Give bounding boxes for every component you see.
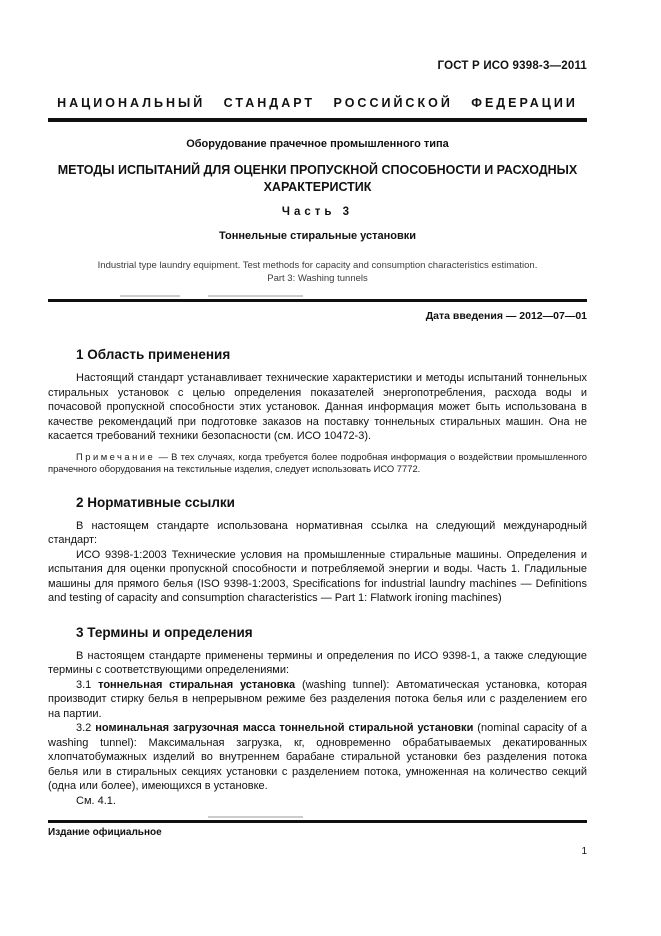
term-number: 3.1 xyxy=(76,678,92,691)
term-text: (nominal capacity of a washing tunnel): Максимальная загрузка, кг, одновременно обрабатываемых декатированных хлопчатобумажных изделий во внутреннем барабане стиральной установки без разделения потока белья или в стиральных секциях установки с разделением потока, умноженная на количество секций (одна или более), имеющихся в установке. xyxy=(48,722,588,793)
section-2-paragraph-2: ИСО 9398-1:2003 Технические условия на промышленные стиральные машины. Определения и испытания для оценки пропускной способности и потребляемой энергии и воды. Часть 1. Гладильные машины для прямого белья (ISO 9398-1:2003, Specifications for industrial laundry machines — Definitions and testing of capacity and consumption characteristics — Part 1: Flatwork ironing machines) xyxy=(48,548,587,605)
section-1-paragraph: Настоящий стандарт устанавливает технические характеристики и методы испытаний тоннельных стиральных установок с целью определения показателей энергопотребления, расхода воды и почасовой пропускной способности этих установок. Данная информация может быть использована в качестве рекомендаций при подготовке заказов на поставку тоннельных стиральных машин. Она не касается требований техники безопасности (см. ИСО 10472-3). xyxy=(48,372,587,442)
term-text: (washing tunnel): Автоматическая установка, которая производит стирку белья в непрерывном режиме без разделения потока белья или с разделением его на партии. xyxy=(48,678,588,720)
section-3-heading: 3 Термины и определения xyxy=(76,624,253,640)
subtitle-en-line2: Part 3: Washing tunnels xyxy=(267,273,368,284)
scan-artifact xyxy=(120,295,180,297)
scan-artifact xyxy=(208,295,303,297)
title-main: МЕТОДЫ ИСПЫТАНИЙ ДЛЯ ОЦЕНКИ ПРОПУСКНОЙ СПОСОБНОСТИ И РАСХОДНЫХ ХАРАКТЕРИСТИК xyxy=(57,163,578,194)
section-2-heading: 2 Нормативные ссылки xyxy=(76,494,235,510)
part-label: Часть 3 xyxy=(281,206,354,218)
footer-rule xyxy=(48,820,587,823)
subtitle-en-line1: Industrial type laundry equipment. Test methods for capacity and consumption characteristics estimation. xyxy=(97,260,538,271)
title-group: Оборудование прачечное промышленного типа xyxy=(186,138,449,150)
term-definition-3-2 xyxy=(48,721,587,794)
section-3-intro: В настоящем стандарте применены термины и определения по ИСО 9398-1, а также следующие термины с соответствующими определениями: xyxy=(48,649,587,677)
see-reference: См. 4.1. xyxy=(76,794,116,807)
term-name: тоннельная стиральная установка xyxy=(98,678,296,691)
subtitle-en xyxy=(48,259,587,285)
subtitle-ru: Тоннельные стиральные установки xyxy=(218,230,417,242)
note-text: — В тех случаях, когда требуется более подробная информация о воздействии промышленного прачечного оборудования на текстильные изделия, следует использовать ИСО 7772. xyxy=(48,450,588,475)
page-number: 1 xyxy=(581,846,587,857)
term-definition-3-1 xyxy=(48,678,587,722)
effective-date: Дата введения — 2012—07—01 xyxy=(425,310,587,322)
section-2-paragraph-1: В настоящем стандарте использована нормативная ссылка на следующий международный стандарт: xyxy=(48,519,587,547)
page-footer xyxy=(48,820,587,857)
doc-code: ГОСТ Р ИСО 9398-3—2011 xyxy=(437,60,587,72)
edition-label: Издание официальное xyxy=(48,827,162,838)
scan-artifact xyxy=(208,816,303,818)
note-label: Примечание xyxy=(76,450,156,462)
header-rule xyxy=(48,118,587,122)
section-1-note xyxy=(48,451,587,476)
national-standard-banner: НАЦИОНАЛЬНЫЙ СТАНДАРТ РОССИЙСКОЙ ФЕДЕРАЦИИ xyxy=(57,96,578,110)
term-name: номинальная загрузочная масса тоннельной стиральной установки xyxy=(95,722,474,735)
term-number: 3.2 xyxy=(76,722,92,735)
title-rule xyxy=(48,299,587,302)
section-1-heading: 1 Область применения xyxy=(76,347,231,362)
